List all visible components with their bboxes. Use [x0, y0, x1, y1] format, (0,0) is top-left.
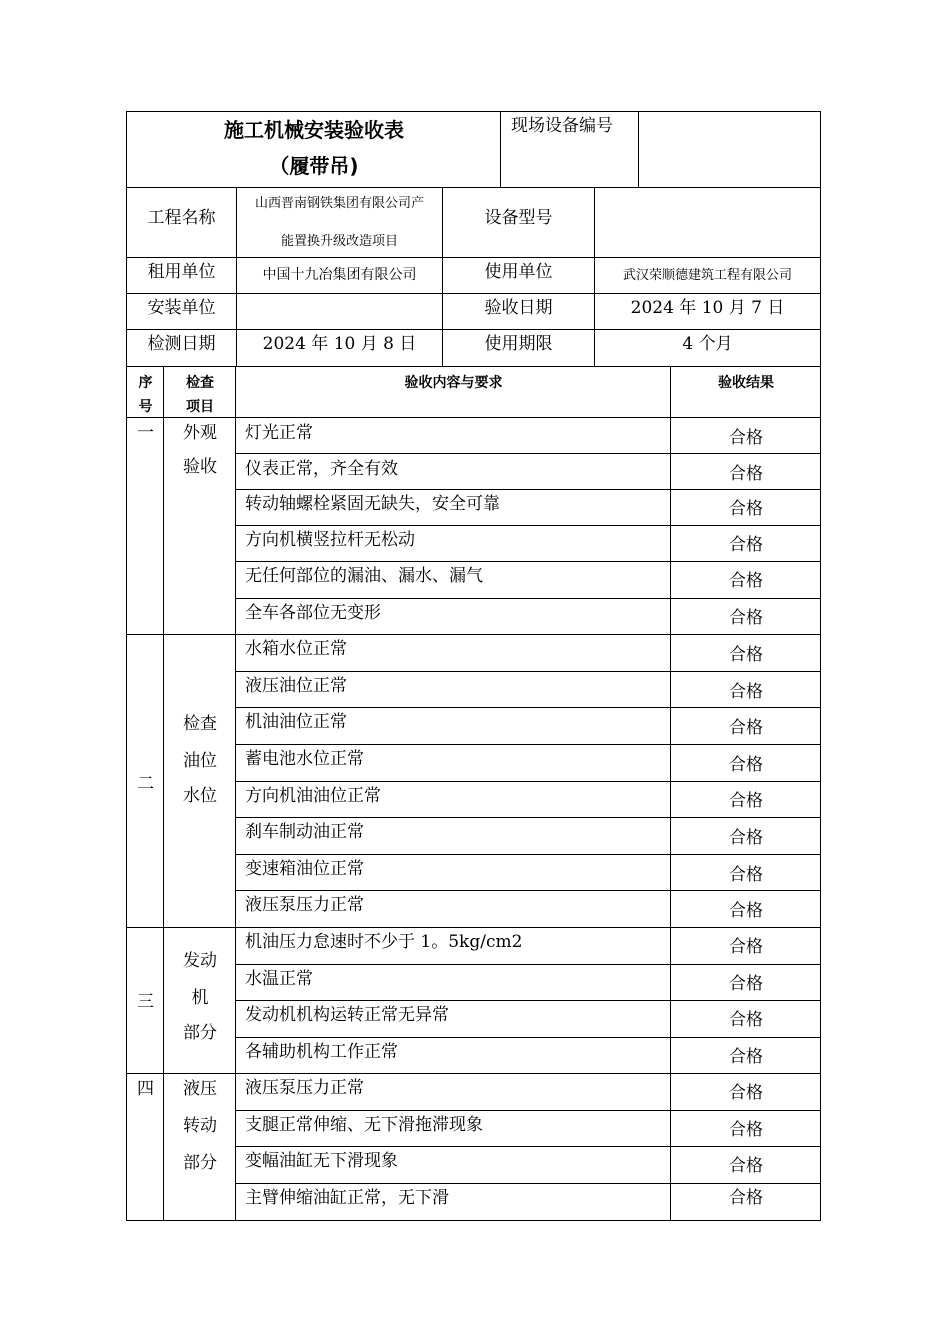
- divider: [235, 854, 821, 855]
- check-item-result: 合格: [729, 1120, 763, 1140]
- check-item-text: 全车各部位无变形: [245, 603, 381, 623]
- test-date-value: 2024 年 10 月 8 日: [262, 334, 417, 354]
- header-result: 验收结果: [718, 375, 774, 391]
- divider: [235, 1183, 821, 1184]
- header-content: 验收内容与要求: [404, 375, 503, 391]
- usage-period-value: 4 个月: [682, 334, 733, 354]
- header-item-1: 检查: [186, 375, 214, 391]
- divider: [670, 366, 671, 1221]
- check-item-result: 合格: [729, 608, 763, 628]
- usage-period-label: 使用期限: [484, 334, 553, 354]
- divider: [236, 187, 237, 367]
- divider: [442, 187, 443, 367]
- header-item-2: 项目: [186, 399, 214, 415]
- check-item-text: 变幅油缸无下滑现象: [245, 1151, 398, 1171]
- section-2-name-1: 检查: [183, 714, 217, 734]
- check-item-text: 仪表正常，齐全有效: [245, 459, 398, 479]
- section-3-name-1: 发动: [183, 951, 217, 971]
- divider: [126, 293, 821, 294]
- section-1-name-2: 验收: [183, 457, 217, 477]
- check-item-text: 液压油位正常: [245, 676, 347, 696]
- check-item-text: 各辅助机构工作正常: [245, 1042, 398, 1062]
- project-name-value-line1: 山西晋南钢铁集团有限公司产: [254, 196, 424, 211]
- acceptance-date-label: 验收日期: [484, 298, 553, 318]
- divider: [126, 366, 821, 367]
- divider: [235, 671, 821, 672]
- check-item-text: 液压泵压力正常: [245, 895, 364, 915]
- check-item-text: 水温正常: [245, 969, 313, 989]
- check-item-result: 合格: [729, 428, 763, 448]
- section-4-name-2: 转动: [183, 1116, 217, 1136]
- check-item-text: 蓄电池水位正常: [245, 749, 364, 769]
- check-item-result: 合格: [729, 718, 763, 738]
- table-border-bottom: [126, 1220, 821, 1221]
- device-number-label: 现场设备编号: [511, 116, 613, 136]
- divider: [163, 366, 164, 1221]
- divider: [235, 1146, 821, 1147]
- check-item-result: 合格: [729, 645, 763, 665]
- check-item-text: 无任何部位的漏油、漏水、漏气: [245, 566, 483, 586]
- divider: [235, 598, 821, 599]
- project-name-label: 工程名称: [147, 208, 216, 228]
- check-item-result: 合格: [729, 791, 763, 811]
- section-3-number: 三: [137, 992, 154, 1012]
- form-title: 施工机械安装验收表: [224, 118, 404, 142]
- check-item-text: 水箱水位正常: [245, 639, 347, 659]
- divider: [235, 964, 821, 965]
- test-date-label: 检测日期: [147, 334, 216, 354]
- divider: [235, 781, 821, 782]
- check-item-result: 合格: [729, 499, 763, 519]
- divider: [235, 525, 821, 526]
- check-item-text: 方向机横竖拉杆无松动: [245, 530, 415, 550]
- table-border-right: [820, 111, 821, 1221]
- check-item-result: 合格: [729, 682, 763, 702]
- check-item-text: 方向机油油位正常: [245, 786, 381, 806]
- section-2-number: 二: [137, 774, 154, 794]
- divider: [235, 1037, 821, 1038]
- check-item-result: 合格: [729, 535, 763, 555]
- divider: [235, 744, 821, 745]
- check-item-result: 合格: [729, 571, 763, 591]
- table-border-left: [126, 111, 127, 1221]
- check-item-result: 合格: [729, 755, 763, 775]
- section-3-name-2: 机: [191, 988, 209, 1008]
- section-1-name-1: 外观: [183, 423, 217, 443]
- divider: [235, 890, 821, 891]
- divider: [126, 257, 821, 258]
- divider: [126, 634, 821, 635]
- check-item-text: 变速箱油位正常: [245, 859, 364, 879]
- divider: [235, 817, 821, 818]
- section-4-number: 四: [137, 1079, 154, 1099]
- table-border-top: [126, 111, 821, 112]
- section-2-name-2: 油位: [183, 751, 217, 771]
- check-item-text: 转动轴螺栓紧固无缺失，安全可靠: [245, 494, 500, 514]
- divider: [235, 1110, 821, 1111]
- check-item-result: 合格: [729, 1047, 763, 1067]
- divider: [126, 417, 821, 418]
- divider: [126, 927, 821, 928]
- divider: [235, 453, 821, 454]
- check-item-result: 合格: [729, 937, 763, 957]
- check-item-result: 合格: [729, 974, 763, 994]
- project-name-value-line2: 能置换升级改造项目: [280, 234, 398, 249]
- section-1-number: 一: [137, 423, 154, 443]
- check-item-result: 合格: [729, 865, 763, 885]
- section-3-name-3: 部分: [183, 1023, 217, 1043]
- user-unit-value: 武汉荣顺德建筑工程有限公司: [622, 268, 792, 283]
- divider: [126, 187, 821, 188]
- divider: [594, 187, 595, 367]
- check-item-text: 刹车制动油正常: [245, 822, 364, 842]
- check-item-result: 合格: [729, 1188, 763, 1208]
- divider: [235, 1000, 821, 1001]
- lessor-label: 租用单位: [147, 262, 216, 282]
- check-item-result: 合格: [729, 464, 763, 484]
- check-item-result: 合格: [729, 1010, 763, 1030]
- check-item-result: 合格: [729, 901, 763, 921]
- form-subtitle: （履带吊): [269, 154, 359, 178]
- section-4-name-3: 部分: [183, 1153, 217, 1173]
- check-item-text: 机油油位正常: [245, 712, 347, 732]
- section-4-name-1: 液压: [183, 1079, 217, 1099]
- installer-label: 安装单位: [147, 298, 216, 318]
- header-seq-1: 序: [138, 375, 153, 391]
- check-item-result: 合格: [729, 1083, 763, 1103]
- device-model-label: 设备型号: [484, 208, 553, 228]
- check-item-text: 发动机机构运转正常无异常: [245, 1005, 449, 1025]
- divider: [126, 329, 821, 330]
- check-item-text: 机油压力怠速时不少于 1。5kg/cm2: [245, 932, 523, 952]
- acceptance-date-value: 2024 年 10 月 7 日: [630, 298, 785, 318]
- section-2-name-3: 水位: [183, 786, 217, 806]
- lessor-value: 中国十九冶集团有限公司: [262, 267, 417, 283]
- divider: [126, 1073, 821, 1074]
- check-item-text: 灯光正常: [245, 423, 313, 443]
- divider: [500, 111, 501, 187]
- divider: [235, 707, 821, 708]
- user-unit-label: 使用单位: [484, 262, 553, 282]
- divider: [235, 561, 821, 562]
- check-item-text: 主臂伸缩油缸正常，无下滑: [245, 1188, 449, 1208]
- header-seq-2: 号: [138, 399, 153, 415]
- divider: [638, 111, 639, 187]
- check-item-result: 合格: [729, 828, 763, 848]
- divider: [235, 489, 821, 490]
- check-item-text: 液压泵压力正常: [245, 1078, 364, 1098]
- divider: [235, 366, 236, 1221]
- check-item-result: 合格: [729, 1156, 763, 1176]
- check-item-text: 支腿正常伸缩、无下滑拖滞现象: [245, 1115, 483, 1135]
